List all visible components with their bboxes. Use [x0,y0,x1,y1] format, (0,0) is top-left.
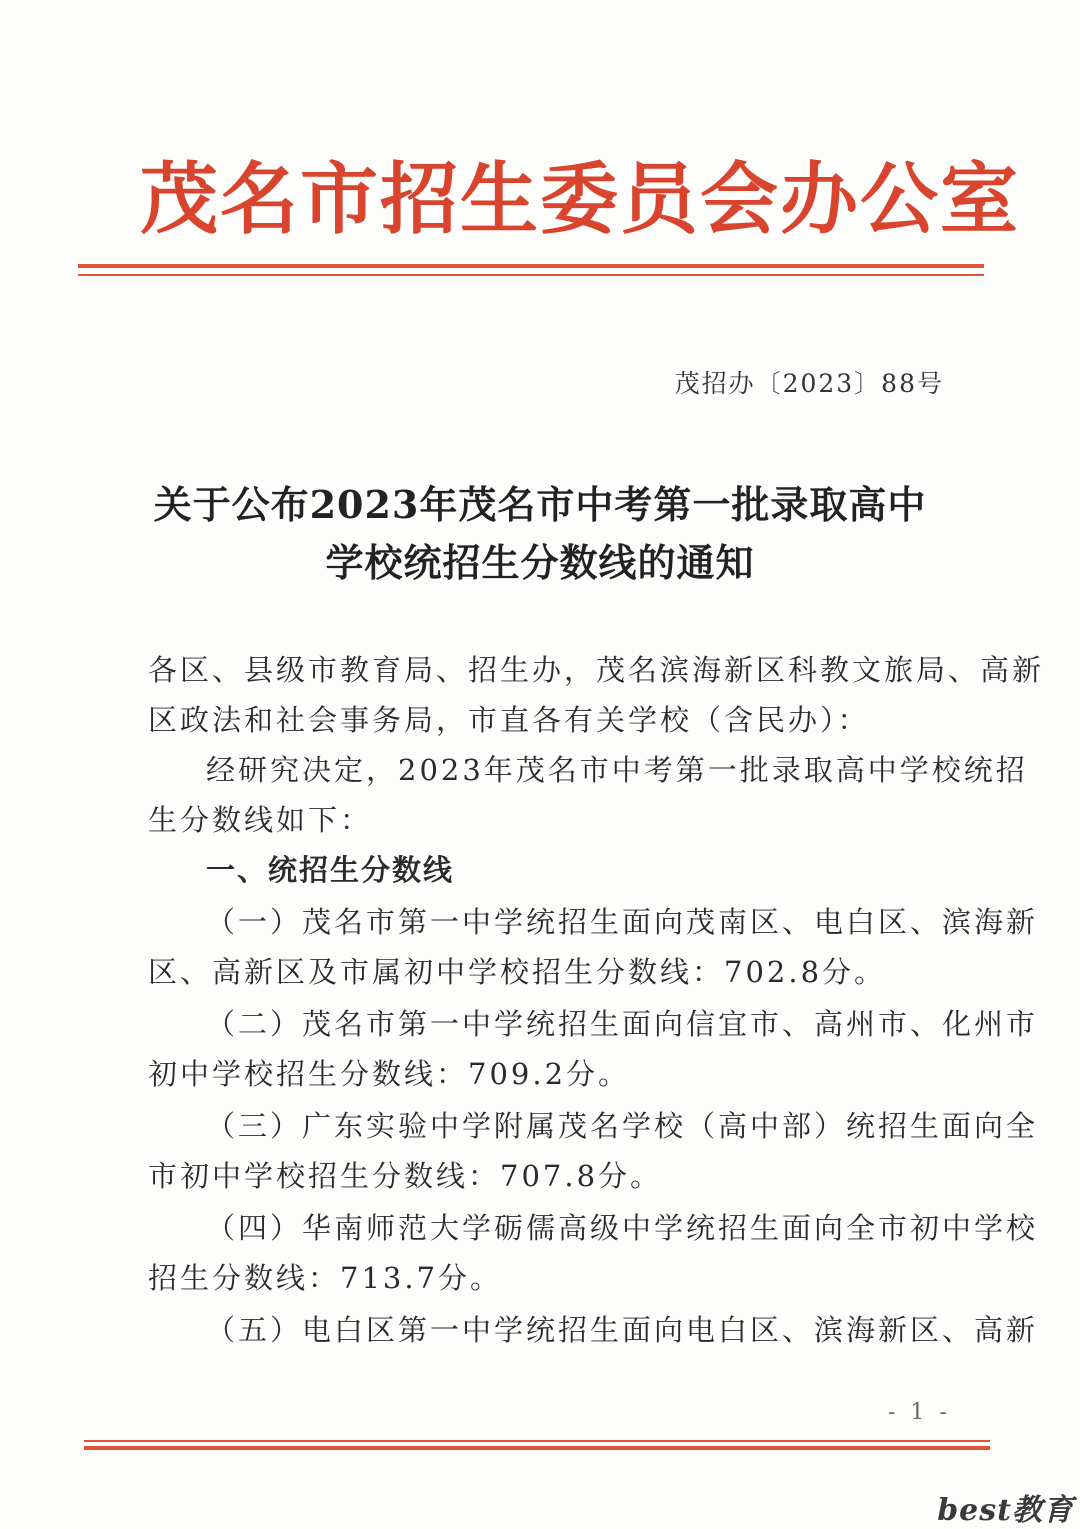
item-line: （四）华南师范大学砺儒高级中学统招生面向全市初中学校 [206,1211,1039,1245]
item-line: 初中学校招生分数线：709.2分。 [148,1057,631,1091]
page-number: - 1 - [888,1400,951,1425]
item-line: （三）广东实验中学附属茂名学校（高中部）统招生面向全 [206,1109,1039,1143]
item-line: 区、高新区及市属初中学校招生分数线：702.8分。 [148,955,887,989]
addressee-line-1: 各区、县级市教育局、招生办，茂名滨海新区科教文旅局、高新 [148,653,1045,687]
watermark: best教育 [937,1493,1074,1528]
item-line: 市初中学校招生分数线：707.8分。 [148,1159,663,1193]
paragraph-line: 生分数线如下： [148,803,373,837]
section-heading: 一、统招生分数线 [206,853,455,887]
document-title-line-2: 学校统招生分数线的通知 [325,540,755,585]
addressee-line-2: 区政法和社会事务局，市直各有关学校（含民办）： [148,703,870,737]
agency-header: 茂名市招生委员会办公室 [140,155,1021,245]
footer-rule-thick [84,1446,990,1450]
item-line: （二）茂名市第一中学统招生面向信宜市、高州市、化州市 [206,1007,1039,1041]
header-rule-thick [78,264,984,268]
document-number: 茂招办〔2023〕88号 [674,369,944,398]
header-rule-thin [78,274,984,276]
item-line: （一）茂名市第一中学统招生面向茂南区、电白区、滨海新 [206,905,1039,939]
item-line: 招生分数线：713.7分。 [148,1261,503,1295]
document-title-line-1: 关于公布2023年茂名市中考第一批录取高中 [153,482,927,527]
footer-rule-thin [84,1440,990,1442]
paragraph-line: 经研究决定，2023年茂名市中考第一批录取高中学校统招 [206,753,1028,787]
item-line: （五）电白区第一中学统招生面向电白区、滨海新区、高新 [206,1313,1039,1347]
